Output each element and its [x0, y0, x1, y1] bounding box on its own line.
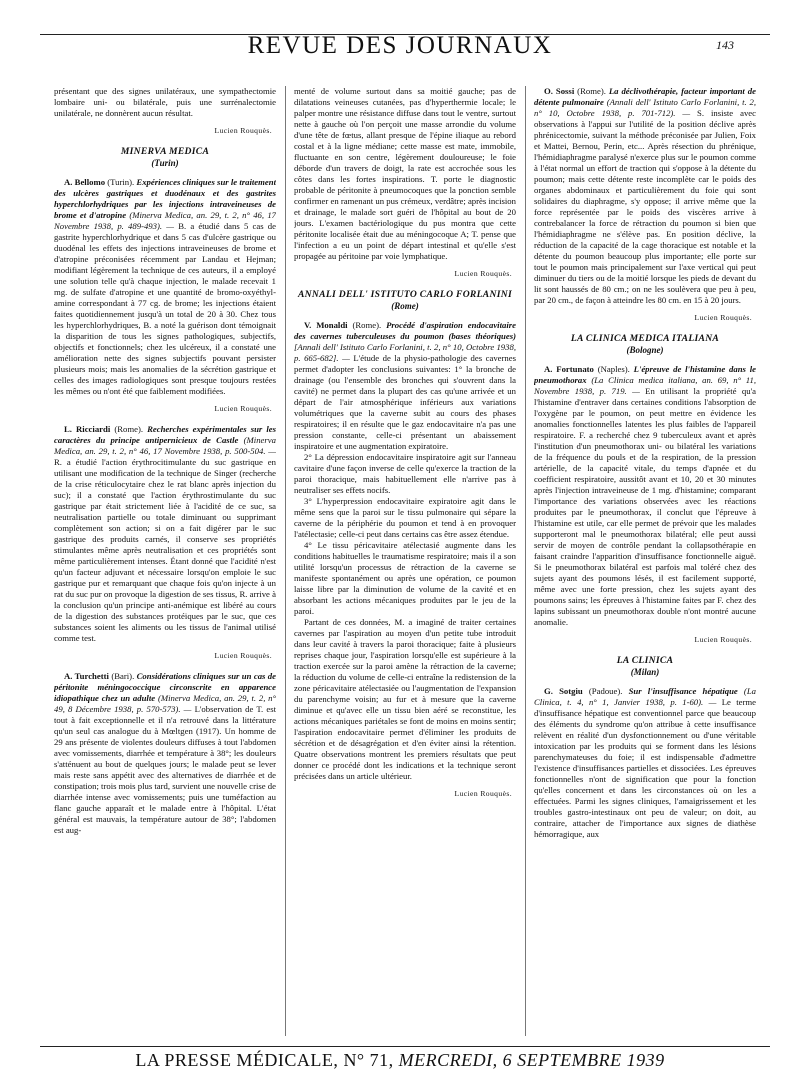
column-divider — [525, 86, 526, 1036]
article-title: Expériences cliniques sur le traitement des ulcères gastriques et duodénaux et des gastrites hyperchlorhydriques par les injections intraveineuses de brome et d'atropine — [54, 177, 276, 220]
review-article — [54, 424, 276, 644]
article-citation: (La Clinica, t. 4, n° 1, Janvier 1938, p. 1-60). — — [534, 686, 756, 707]
article-citation: (La Clinica medica italiana, an. 69, n° 11, Novembre 1938, p. 719. — — [534, 375, 756, 396]
article-origin: (Turin). — [105, 177, 137, 187]
paragraph — [534, 86, 756, 306]
article-body: S. insiste avec observations à l'appui sur l'utilité de la position déclive après phrénicectomie, suivant la méthode préconisée par Julien, Foix et Mattei, Bernou, Perin, etc... Après résection du phrénique, l'hémidiaphragme paralysé n'exerce plus sur le poumon comme à l'état normal un effort de traction qui s'oppose à la détente du poumon; mais cette détente reste incomplète car le poids des organes abdominaux et particulièrement du foie qui sont solidaires du diaphragme, s'y oppose; il arrive même que la force représentée par le poids des viscères arrive à contrebalancer la force de rétraction du poumon si bien que l'hémidiaphragme ne s'élève pas. En position déclive, la réduction de la capacité de la cage thoracique est notable et la détente du poumon beaucoup plus importante; elle porte sur tout le poumon mais principalement sur l'axe vertical qui peut diminuer du tiers ou de la moitié lorsque les pieds de devant du lit sont haussés de 80 cm.; on ne les soulèvera que peu à peu, par 20 cm., de façon à atteindre les 80 cm. en 15 à 20 jours. — [534, 108, 756, 305]
article-body: En utilisant la propriété qu'a l'histamine d'entraver dans certaines conditions l'absorption de l'oxygène par le poumon, on peut mettre en évidence les anomalies fonctionnelles latentes les plus faibles de l'appareil respiratoire. F. a recherché chez 9 tuberculeux avant et après l'institution d'un pneumothorax uni- ou bilatéral les variations de la fréquence du pouls et de la respiration, de la pression artérielle, de la capacité vitale, du temps d'apnée et du coefficient respiratoire, aussitôt avant et 10, 20 et 30 minutes après l'injection intraveineuse de 1 mg. d'histamine; comparant l'importance des variations observées avec les réactions produites par le pneumothorax, il conclut que l'épreuve à l'histamine est utile, car elle permet de prévoir que les malades supporteront mal le pneumothorax bilatéral; elle peut aussi servir de moyen de contrôle pendant la collapsothérapie en faisant craindre l'apparition d'insuffisance fonctionnelle aiguë. Si le pneumothorax bilatéral est parfois mal toléré chez des sujets ayant des poumons lésés, il est facilement supporté, même avec une forte pression, chez les sujets ayant des poumons sains; les épreuves à l'histamine faites par F. chez des lapins subissant un pneumothorax double n'ont montré aucune anomalie. — [534, 386, 756, 627]
article-author: V. Monaldi — [304, 320, 348, 330]
reviewer-signature: Lucien Rouquès. — [694, 635, 752, 644]
article-citation: (Minerva Medica, an. 29, t. 2, n° 46, 17 Novembre 1938, p. 500-504. — — [54, 435, 276, 456]
article-author: L. Ricciardi — [64, 424, 111, 434]
review-article — [534, 364, 756, 628]
page-number: 143 — [716, 38, 734, 52]
footer-rule — [40, 1046, 770, 1047]
paragraph: Partant de ces données, M. a imaginé de traiter certaines cavernes par l'aspiration au moyen d'un petite tube introduit dans leur cavité à travers la paroi thoracique; faite à plusieurs reprises chaque jour, l'aspiration lorsqu'elle est supérieure à la traction exercée sur la paroi amène la rétraction de la caverne; la réduction du volume de celle-ci entraîne la redistension de la zone péricavitaire atélectasiée ou l'augmentation de l'expansion du parenchyme voisin; au fur et à mesure que la caverne diminue et qu'avec elle un tissu bien aéré se reconstitue, les actions mécaniques pariétales se font de moins en moins sentir; l'aspiration endocavitaire permet d'éliminer les produits de sécrétion et de désagrégation et d'en éviter ainsi la rétention. Quatre observations montrent les premiers résultats que peut donner ce procédé dont les indications et la technique seront précisées dans un article ultérieur. — [294, 617, 516, 781]
article-author: A. Turchetti — [64, 671, 109, 681]
paragraph: menté de volume surtout dans sa moitié gauche; pas de dilatations veineuses cutanées, pas d'hyperthermie locale; le palper montre une résistance diffuse dans tout le ventre, surtout nette à gauche où l'on perçoit une masse arrondie du volume d'une tête de fœtus, allant presque de l'épine iliaque au rebord costal et à la ligne médiane; cette masse est mate, immobile, fluctuante en son centre, légèrement douloureuse; le foie déborde d'un travers de doigt, la rate est accrochée sous les côtes dans les fortes inspirations. T. porte le diagnostic probable de péritonite à pneumocoques que la ponction semble confirmer en ramenant un pus crémeux, verdâtre; après incision et drainage, le malade sort guéri de l'hôpital au bout de 20 jours. L'examen bactériologique du pus montra que cette péritonite localisée était due au méningocoque A; T. pense que l'infection a eu un point de départ intestinal et qu'elle s'est propagée au péritoine par voie lymphatique. — [294, 86, 516, 261]
journal-section-city: (Milan) — [630, 667, 660, 677]
reviewer-signature: Lucien Rouquès. — [214, 651, 272, 660]
article-body: L'étude de la physio-pathologie des cavernes permet d'adopter les conclusions suivantes: 1° la bronche de drainage (ou l'ensemble des bronches qui s'ouvrent dans la cavité) ne permet dans la plupart des cas qu'une arrivée et un départ de l'air atmosphérique inférieurs aux variations volumétriques que la caverne subit au cours des phases respiratoires; il en résulte que le gaz endocavitaire n'a pas une pression constante, celle-ci présentant un abaissement inspiratoire et une augmentation expiratoire. — [294, 353, 516, 451]
column-2 — [294, 86, 516, 1036]
footer-issue: N° 71, — [343, 1050, 394, 1070]
review-article — [534, 86, 756, 306]
article-origin: (Rome). — [574, 86, 609, 96]
review-article — [54, 671, 276, 836]
paragraph: 2° La dépression endocavitaire inspiratoire agit sur l'anneau cavitaire d'une façon inverse de celle qu'exerce la traction de la paroi thoracique, mais habituellement elle n'arrive pas à neutraliser ses effets nocifs. — [294, 452, 516, 495]
page-title: REVUE DES JOURNAUX — [247, 32, 553, 59]
page-footer — [0, 1050, 800, 1071]
journal-section-city: (Bologne) — [626, 345, 664, 355]
paragraph: 4° Le tissu péricavitaire atélectasié augmente dans les conditions habituelles le traumatisme respiratoire; mais il a son utilité lorsqu'un processus de rétraction de la caverne se manifeste spontanément ou après une opération, ce poumon laisse libre par la diminution de volume de la cavité et en absorbant les actions mécaniques produites par le jeu de la paroi. — [294, 540, 516, 616]
journal-section-heading: ANNALI DELL' ISTITUTO CARLO FORLANINI — [297, 289, 513, 300]
article-author: A. Fortunato — [544, 364, 594, 374]
article-title: Considérations cliniques sur un cas de péritonite méningococcique circonscrite en apparence idiopathique chez un adulte — [54, 671, 276, 703]
column-3 — [534, 86, 756, 1036]
reviewer-signature: Lucien Rouquès. — [214, 404, 272, 413]
paragraph: 3° L'hyperpression endocavitaire expiratoire agit dans le même sens que la paroi sur le tissu pulmonaire qui sépare la caverne de la périphérie du poumon et tend à en provoquer l'atélectasie; celle-ci peut dans certains cas être assez étendue. — [294, 496, 516, 539]
article-citation: (Minerva Medica, an. 29, t. 2, n° 46, 17 Novembre 1938, p. 489-493). — — [54, 210, 276, 231]
reviewer-signature: Lucien Rouquès. — [214, 126, 272, 135]
journal-section-heading: MINERVA MEDICA — [120, 146, 210, 157]
article-origin: (Bari). — [108, 671, 137, 681]
article-origin: (Rome). — [110, 424, 148, 434]
text-columns — [54, 86, 756, 1036]
reviewer-signature: Lucien Rouquès. — [454, 789, 512, 798]
article-body: Le terme d'insuffisance hépatique est conventionnel parce que beaucoup des éléments du syndrome qu'on attribue à cette insuffisance relèvent en réalité d'un dysfonctionnement ou d'une véritable intoxication par les produits qui se forment dans les lésions parenchymateuses du foie; il est indispensable d'admettre l'existence d'insuffisances partielles et dissociées. Les épreuves fonctionnelles n'ont de signification que pour la fonction qu'elles concernent et dans les circonstances où on les a effectuées. Parmi les signes cliniques, l'amaigrissement et les troubles gastro-intestinaux ont peu de valeur; on doit, au contraire, attacher de l'importance aux signes de diathèse hémorragique, aux — [534, 697, 756, 839]
article-citation: (Minerva Medica, an. 29, t. 2, n° 49, 8 Décembre 1938, p. 570-573). — — [54, 693, 276, 714]
article-body: R. a étudié l'action érythrocitimulante du suc gastrique en utilisant une modification de la technique de Singer (recherche de la crise réticulocytaire chez le rat blanc après injection du suc); il a constaté que l'action érythrostimulante du suc gastrique par était strictement liée à l'acidité de ce suc, sa neutralisation partielle ou totale diminuant ou supprimant complètement son action; si on a fait digérer par le suc gastrique des produits carnés, il conserve ses propriétés stimulantes même après neutralisation et ces propriétés sont même particulièrement intenses. Étant donné que l'acidité n'est qu'un facteur adjuvant et nécessaire lorsqu'on emploie le suc gastrique pur et remarquant que chaque fois qu'on injecte à un rat du suc pur on provoque la digestion de ses tissus, R. arrive à la conclusion qu'un principe anti-anémique est libéré au cours de la digestion des substances protéiques par le suc, que ces substances soient les aliments ou les tissus de l'animal utilisé comme test. — [54, 457, 276, 643]
footer-journal: LA PRESSE MÉDICALE, — [135, 1050, 339, 1070]
article-body: B. a étudié dans 5 cas de gastrite hyperchlorhydrique et dans 5 cas d'ulcère gastrique ou duodénal les effets des injections intraveineuses de brome et d'atropine préconisées récemment par Landau et Hejman; modifiant légèrement la technique de ces auteurs, il a employé une solution telle qu'à chaque injection, le malade recevait 1 mg. de sulfate d'atropine et une quantité de bromo-oxyéthyl-amine correspondant à 77 cg. de brome; les injections étaient faites quotidiennement jusqu'à un total de 20 à 30. Chez tous les hyperchlorhydriques, B. a noté la guérison dont témoignait la disparition de tous les signes pathologiques, subjectifs, objectifs et fonctionnels; chez les ulcéreux, il a constaté une amélioration nette des signes subjectifs pouvant persister plusieurs mois; mais les anomalies de la sécrétion gastrique et celles des images radiologiques sont presque toujours restées les mêmes ou n'ont été que faiblement modifiées. — [54, 221, 276, 396]
article-body: L'observation de T. est tout à fait exceptionnelle et il n'a retrouvé dans la littérature qu'un seul cas analogue du à Mœltgen (1917). Un homme de 29 ans présente de violentes douleurs diffuses à tout l'abdomen avec vomissements, diarrhée et température à 38°; les douleurs s'atténuent au bout de quelques jours; le malade peut se lever mais reste sans appétit avec des alternatives de diarrhée et de constipation; trois mois plus tard, survient une nouvelle crise de diarrhée intense avec vomissements; puis une tuméfaction au flanc gauche apparaît et le malade entre à l'hôpital. L'état général est mauvais, la température autour de 38°; l'abdomen est aug- — [54, 704, 276, 835]
article-title: Sur l'insuffisance hépatique — [628, 686, 738, 696]
article-title: Recherches expérimentales sur les caractères du principe antipernicieux de Castle — [54, 424, 276, 445]
review-article — [54, 177, 276, 397]
paragraph — [54, 177, 276, 397]
continued-text — [54, 86, 276, 119]
journal-section-city: (Rome) — [391, 301, 419, 311]
paragraph — [54, 424, 276, 644]
journal-section-city: (Turin) — [151, 158, 179, 168]
article-title: La déclivothérapie, facteur important de détente pulmonaire — [534, 86, 756, 107]
journal-section-heading: LA CLINICA MEDICA ITALIANA — [570, 333, 720, 344]
article-origin: (Rome). — [347, 320, 387, 330]
article-origin: (Naples). — [593, 364, 634, 374]
article-citation: [Annali dell' Istituto Carlo Forlanini, t. 2, n° 10, Octobre 1938, p. 665-682]. — — [294, 342, 516, 363]
paragraph — [534, 364, 756, 628]
column-divider — [285, 86, 286, 1036]
article-citation: (Annali dell' Istituto Carlo Forlanini, t. 2, n° 10, Octobre 1938, p. 701-712). — — [534, 97, 756, 118]
paragraph — [54, 671, 276, 836]
footer-date: MERCREDI, 6 SEPTEMBRE 1939 — [398, 1050, 665, 1070]
review-article — [534, 686, 756, 840]
article-author: O. Sossi — [544, 86, 575, 96]
continued-text — [294, 86, 516, 262]
paragraph — [534, 686, 756, 840]
column-1 — [54, 86, 276, 1036]
reviewer-signature: Lucien Rouquès. — [694, 313, 752, 322]
article-author: G. Sotgiu — [544, 686, 583, 696]
paragraph — [294, 320, 516, 452]
article-origin: (Padoue). — [582, 686, 629, 696]
paragraph: présentant que des signes unilatéraux, une sympathectomie lombaire uni- ou bilatérale, puis une surrénalectomie unilatérale, ne donnèrent aucun résultat. — [54, 86, 276, 118]
article-author: A. Bellomo — [64, 177, 106, 187]
journal-section-heading: LA CLINICA — [616, 655, 674, 666]
review-article — [294, 320, 516, 782]
article-title: L'épreuve de l'histamine dans le pneumothorax — [534, 364, 756, 385]
article-title: Procédé d'aspiration endocavitaire des cavernes tuberculeuses du poumon (bases théoriques) — [294, 320, 516, 341]
reviewer-signature: Lucien Rouquès. — [454, 269, 512, 278]
